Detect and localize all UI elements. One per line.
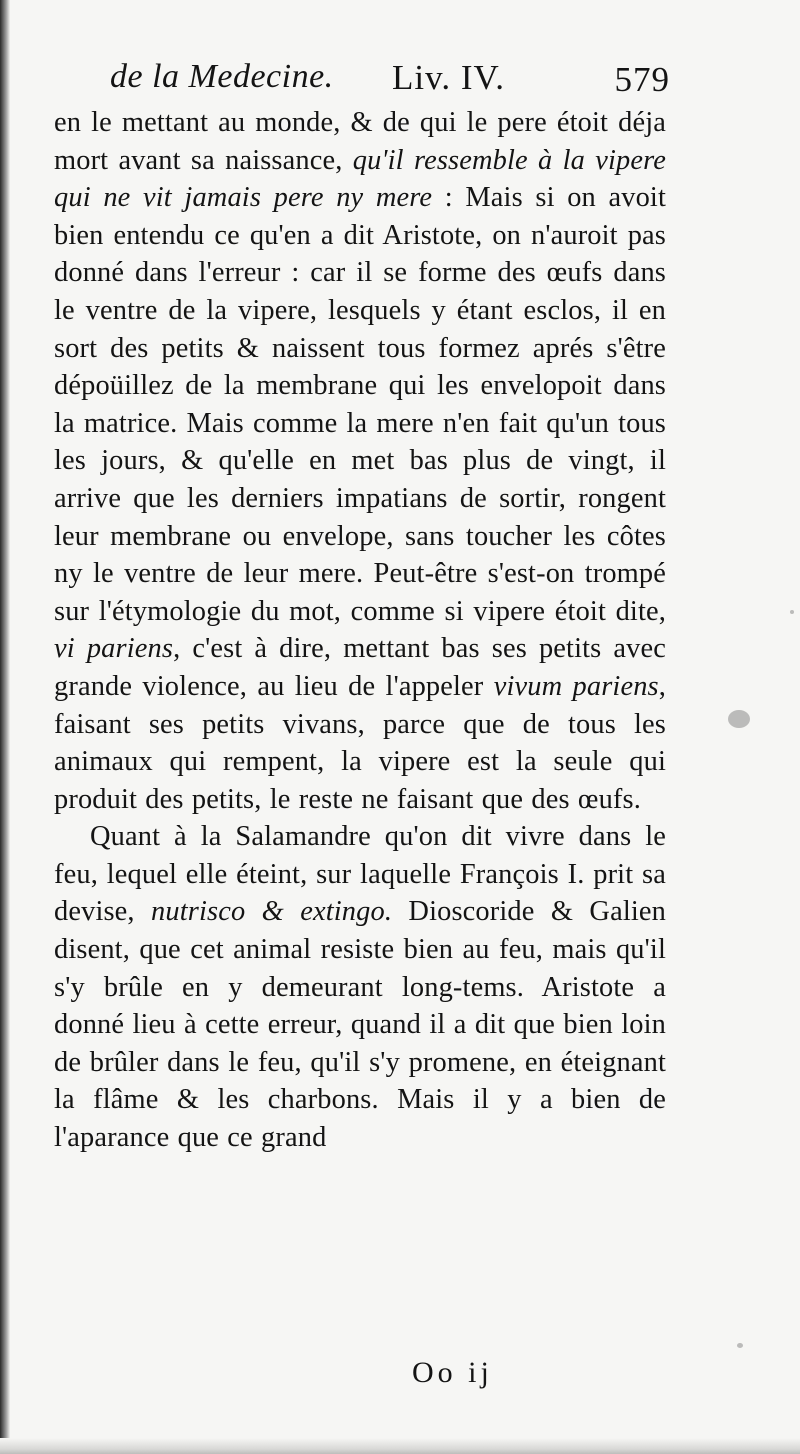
book-reference: Liv. IV.: [392, 58, 505, 97]
text-run: , c'est à dire, mettant bas ses petits avec grande violence, au lieu de l'appeler: [54, 633, 666, 702]
ink-stain: [728, 710, 750, 728]
text-run: : Mais si on avoit bien entendu ce qu'en a dit Aristote, on n'auroit pas donné dans l'erreur : car il se forme des œufs dans le ventre de la vipere, lesquels y étant esclos, il en sort des petits & naissent tous formez aprés s'être dépoüillez de la membrane qui les envelopoit dans la matrice. Mais comme la mere n'en fait qu'un tous les jours, & qu'elle en met bas plus de vingt, il arrive que les derniers impatians de sortir, rongent leur membrane ou envelope, sans toucher les côtes ny le ventre de leur mere. Peut-être s'est-on trompé sur l'étymologie du mot, comme si vipere étoit dite,: [54, 182, 666, 627]
ink-speck: [737, 1343, 743, 1348]
text-run: en le mettant au monde, & de qui le pere étoit déja mort avant sa naissance,: [54, 107, 666, 176]
running-title: de la Medecine.: [110, 58, 334, 95]
page-gutter-shadow: [0, 0, 10, 1454]
body-text: [54, 104, 666, 1157]
text-run: Quant à la Salamandre qu'on dit vivre dans le feu, lequel elle éteint, sur laquelle François I. prit sa devise,: [54, 821, 666, 928]
latin-phrase: vivum pariens: [493, 670, 659, 702]
motto: nutrisco & extingo.: [151, 896, 393, 928]
text-run: Dioscoride & Galien disent, que cet animal resiste bien au feu, mais qu'il s'y brûle en y demeurant long-tems. Aristote a donné lieu à cette erreur, quand il a dit que bien loin de brûler dans le feu, qu'il s'y promene, en éteignant la flâme & les charbons. Mais il y a bien de l'aparance que ce grand: [54, 896, 666, 1154]
text-run: , faisant ses petits vivans, parce que de tous les animaux qui rempent, la vipere est la seule qui produit des petits, le reste ne faisant que des œufs.: [54, 670, 666, 815]
signature-mark: Oo ij: [412, 1356, 493, 1389]
latin-phrase: vi pariens: [54, 633, 174, 665]
paragraph-2: [54, 818, 666, 1156]
italic-quote: qu'il ressemble à la vipere qui ne vit jamais pere ny mere: [54, 144, 666, 214]
page-bottom-edge: [0, 1438, 800, 1454]
ink-speck: [790, 610, 794, 614]
paragraph-1: [54, 104, 666, 818]
page-header: [110, 58, 670, 108]
page-number: 579: [614, 60, 670, 99]
